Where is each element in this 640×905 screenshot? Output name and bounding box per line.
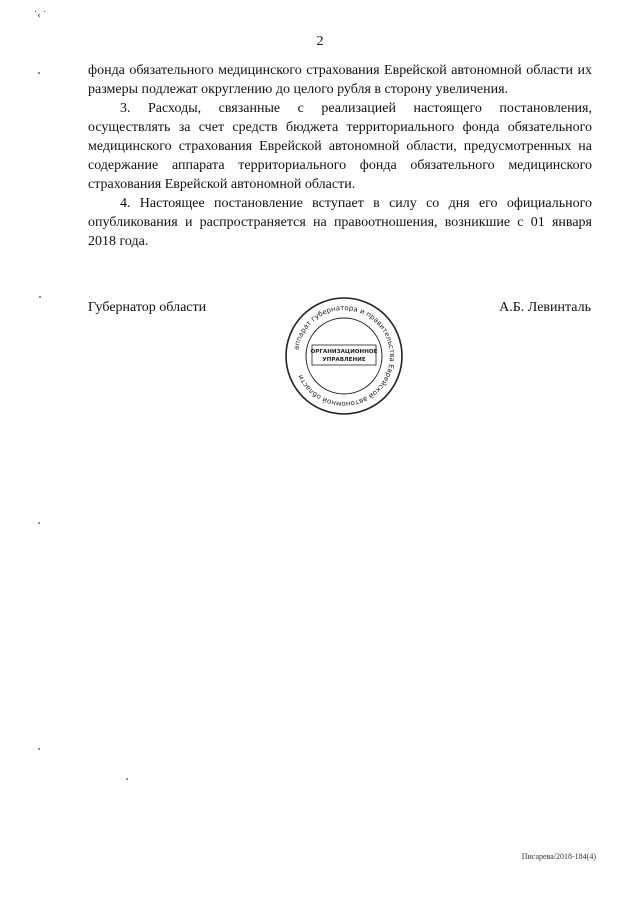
page-number: 2 (316, 34, 324, 49)
footer-document-code: Писарева/2018-184(4) (521, 852, 596, 861)
scan-artifact-mark: ˙‹ ˙ (34, 10, 47, 21)
signature-position: Губернатор области (88, 300, 207, 315)
svg-text:УПРАВЛЕНИЕ: УПРАВЛЕНИЕ (322, 357, 366, 363)
svg-text:ОРГАНИЗАЦИОННОЕ: ОРГАНИЗАЦИОННОЕ (310, 349, 378, 355)
scan-dot (126, 778, 128, 780)
document-body (88, 61, 592, 251)
official-stamp (283, 295, 405, 417)
svg-text:аппарат губернатора и правител: аппарат губернатора и правительства Еврейской автономной области (292, 303, 397, 409)
scan-dot (38, 522, 40, 524)
signature-name: А.Б. Левинталь (499, 300, 591, 315)
scan-dot (38, 748, 40, 750)
paragraph-3: 3. Расходы, связанные с реализацией настоящего постановления, осуществлять за счет средств бюджета территориального фонда обязательного медицинского страхования Еврейской автономной области, предусмотренных на содержание аппарата территориального фонда обязательного медицинского страхования Еврейской автономной области. (88, 101, 592, 192)
scan-dot (38, 72, 40, 74)
paragraph-continuation: фонда обязательного медицинского страхования Еврейской автономной области их размеры подлежат округлению до целого рубля в сторону увеличения. (88, 63, 592, 97)
scan-dot (39, 296, 41, 298)
paragraph-4: 4. Настоящее постановление вступает в силу со дня его официального опубликования и распространяется на правоотношения, возникшие с 01 января 2018 года. (88, 196, 592, 249)
